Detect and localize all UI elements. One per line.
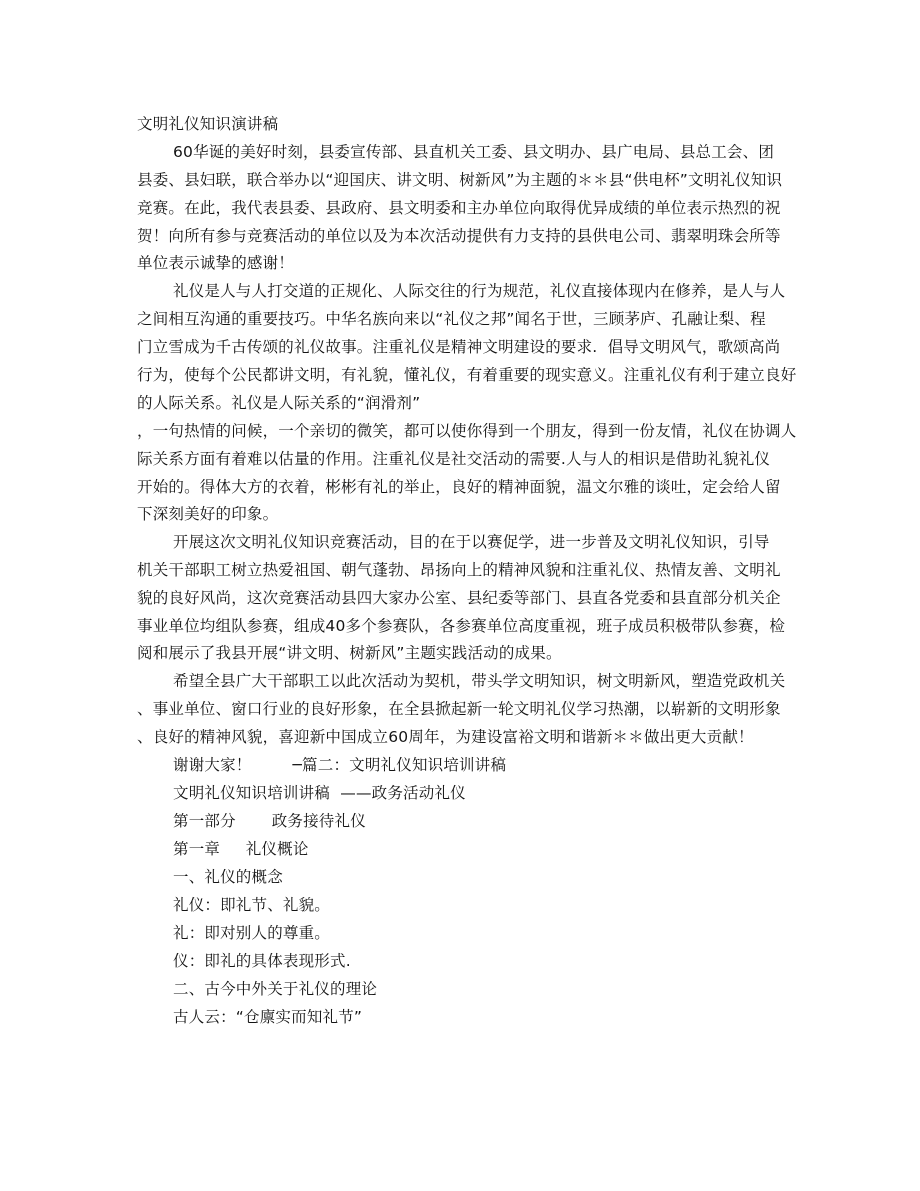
- text-line: 仪：即礼的具体表现形式.: [173, 952, 351, 970]
- text-line: 二、古今中外关于礼仪的理论: [173, 980, 378, 998]
- text-line: ，一句热情的问候，一个亲切的微笑，都可以使你得到一个朋友，得到一份友情，礼仪在协调人: [137, 422, 797, 440]
- text-line: 古人云：“仓廪实而知礼节”: [173, 1008, 363, 1026]
- text-line: 事业单位均组队参赛，组成40多个参赛队，各参赛单位高度重视，班子成员积极带队参赛，检: [137, 617, 786, 635]
- text-line: 贺！向所有参与竞赛活动的单位以及为本次活动提供有力支持的县供电公司、翡翠明珠会所等: [137, 227, 781, 245]
- text-line: 第一部分 政务接待礼仪: [173, 812, 366, 830]
- text-line: 际关系方面有着难以估量的作用。注重礼仪是社交活动的需要.人与人的相识是借助礼貌礼仪: [137, 450, 771, 468]
- text-line: 之间相互沟通的重要技巧。中华名族向来以“礼仪之邦”闻名于世，三顾茅庐、孔融让梨、程: [137, 310, 766, 328]
- text-line: 竞赛。在此，我代表县委、县政府、县文明委和主办单位向取得优异成绩的单位表示热烈的祝: [137, 199, 781, 217]
- text-line: 文明礼仪知识培训讲稿 ——政务活动礼仪: [173, 784, 466, 802]
- text-line: 阅和展示了我县开展“讲文明、树新风”主题实践活动的成果。: [137, 644, 562, 662]
- text-line: 开展这次文明礼仪知识竞赛活动，目的在于以赛促学，进一步普及文明礼仪知识，引导: [173, 533, 770, 551]
- text-line: 、良好的精神风貌，喜迎新中国成立60周年，为建设富裕文明和谐新＊＊做出更大贡献！: [137, 728, 754, 746]
- text-line: 60华诞的美好时刻，县委宣传部、县直机关工委、县文明办、县广电局、县总工会、团: [173, 143, 775, 161]
- text-line: 希望全县广大干部职工以此次活动为契机，带头学文明知识，树文明新风，塑造党政机关: [173, 672, 786, 690]
- text-line: 县委、县妇联，联合举办以“迎国庆、讲文明、树新风”为主题的＊＊县“供电杯”文明礼仪知识: [137, 171, 783, 189]
- text-line: 谢谢大家！ ─篇二：文明礼仪知识培训讲稿: [173, 756, 507, 774]
- text-line: 开始的。得体大方的衣着，彬彬有礼的举止，良好的精神面貌，温文尔雅的谈吐，定会给人留: [137, 478, 781, 496]
- text-line: 、事业单位、窗口行业的良好形象，在全县掀起新一轮文明礼仪学习热潮，以崭新的文明形象: [137, 700, 781, 718]
- text-line: 礼仪：即礼节、礼貌。: [173, 896, 331, 914]
- text-line: 机关干部职工树立热爱祖国、朝气蓬勃、昂扬向上的精神风貌和注重礼仪、热情友善、文明礼: [137, 561, 781, 579]
- text-line: 貌的良好风尚，这次竞赛活动县四大家办公室、县纪委等部门、县直各党委和县直部分机关企: [137, 589, 781, 607]
- text-line: 礼仪是人与人打交道的正规化、人际交往的行为规范，礼仪直接体现内在修养，是人与人: [173, 282, 786, 300]
- document-title: 文明礼仪知识演讲稿: [137, 115, 279, 133]
- text-line: 的人际关系。礼仪是人际关系的“润滑剂”: [137, 394, 421, 412]
- text-line: 门立雪成为千古传颂的礼仪故事。注重礼仪是精神文明建设的要求. 倡导文明风气，歌颂高尚: [137, 338, 781, 356]
- text-line: 单位表示诚挚的感谢！: [137, 254, 295, 272]
- text-line: 第一章 礼仪概论: [173, 840, 309, 858]
- text-line: 礼：即对别人的尊重。: [173, 924, 331, 942]
- text-line: 一、礼仪的概念: [173, 868, 283, 886]
- text-line: 行为，使每个公民都讲文明，有礼貌，懂礼仪，有着重要的现实意义。注重礼仪有利于建立良好: [137, 366, 797, 384]
- text-line: 下深刻美好的印象。: [137, 505, 279, 523]
